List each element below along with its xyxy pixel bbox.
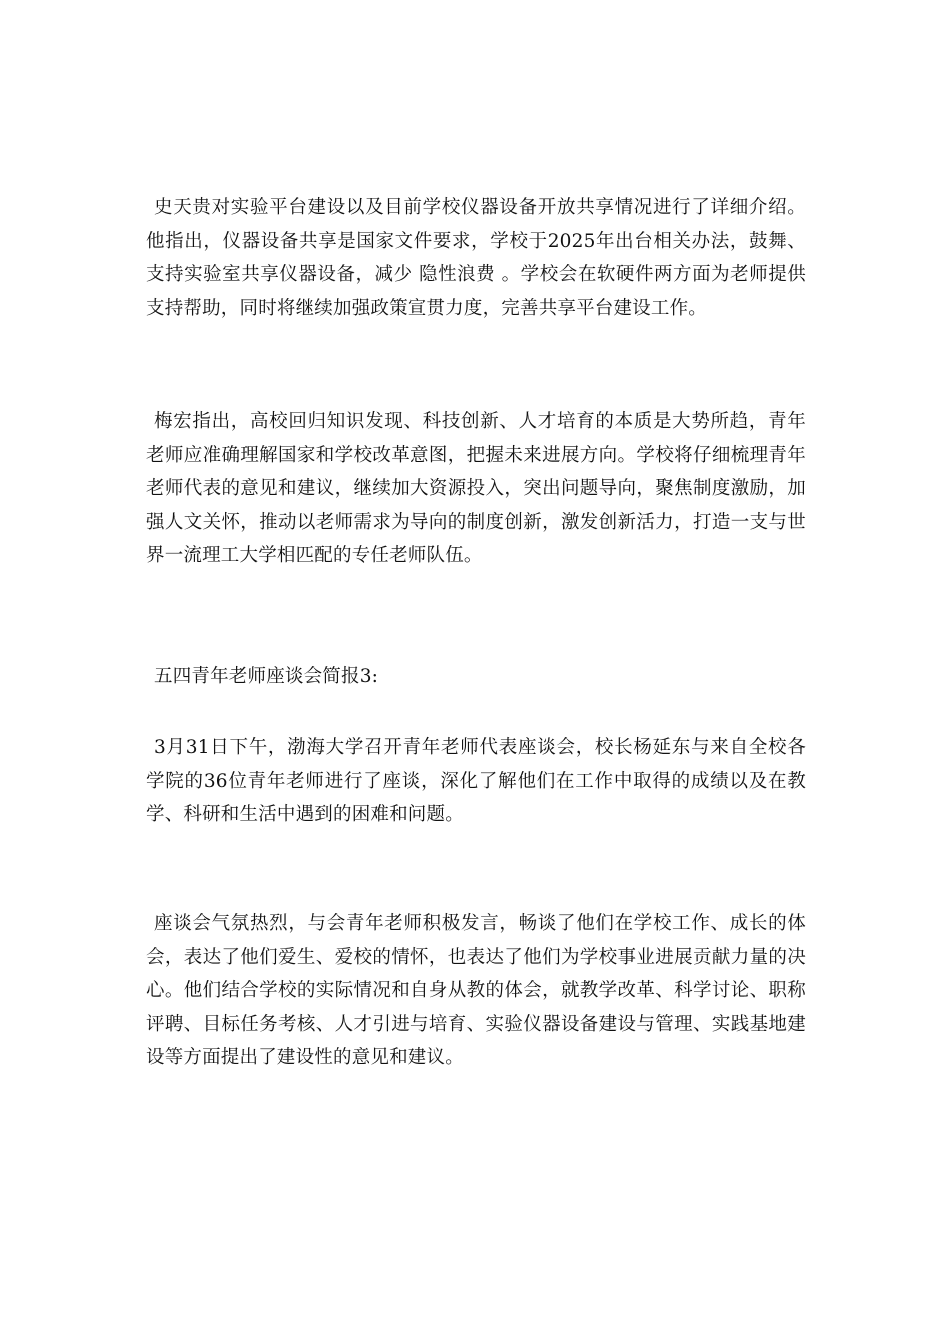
section-heading: 五四青年老师座谈会简报3:: [154, 666, 379, 687]
paragraph-meeting-intro: 3月31日下午，渤海大学召开青年老师代表座谈会，校长杨延东与来自全校各学院的36位青年老师进行了座谈，深化了解他们在工作中取得的成绩以及在教学、科研和生活中遇到的困难和问题。: [146, 737, 806, 825]
paragraph-shi-tiangui: 史天贵对实验平台建设以及目前学校仪器设备开放共享情况进行了详细介绍。他指出，仪器设备共享是国家文件要求，学校于2025年出台相关办法，鼓舞、支持实验室共享仪器设备，减少 隐性浪费 。学校会在软硬件两方面为老师提供支持帮助，同时将继续加强政策宣贯力度，完善共享平台建设工作。: [146, 197, 806, 319]
paragraph-meeting-discussion: 座谈会气氛热烈，与会青年老师积极发言，畅谈了他们在学校工作、成长的体会，表达了他们爱生、爱校的情怀，也表达了他们为学校事业进展贡献力量的决心。他们结合学校的实际情况和自身从教的体会，就教学改革、科学讨论、职称评聘、目标任务考核、人才引进与培育、实验仪器设备建设与管理、实践基地建设等方面提出了建设性的意见和建议。: [146, 913, 806, 1068]
paragraph-mei-hong: 梅宏指出，高校回归知识发现、科技创新、人才培育的本质是大势所趋，青年老师应准确理解国家和学校改革意图，把握未来进展方向。学校将仔细梳理青年老师代表的意见和建议，继续加大资源投入，突出问题导向，聚焦制度激励，加强人文关怀，推动以老师需求为导向的制度创新，激发创新活力，打造一支与世界一流理工大学相匹配的专任老师队伍。: [146, 411, 806, 566]
